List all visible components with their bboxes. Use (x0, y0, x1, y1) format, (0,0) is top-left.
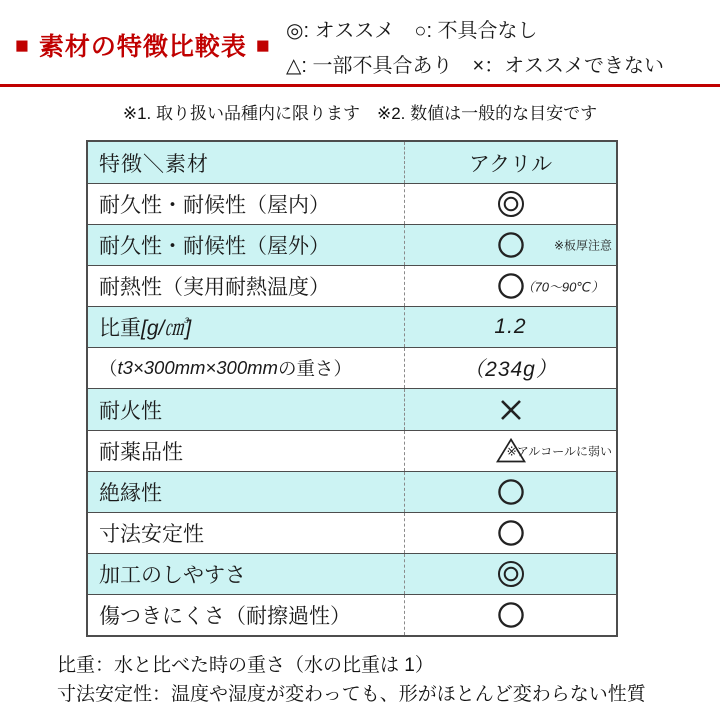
feature-text: 絶縁性 (99, 481, 162, 505)
table-row (88, 471, 616, 512)
legend-line-1: ◎: オススメ ○: 不具合なし (286, 20, 538, 42)
red-square-icon: ■ (255, 31, 271, 58)
feature-cell (88, 389, 405, 429)
definition-footer (57, 651, 646, 709)
rating-note: ※アルコールに弱い (506, 444, 612, 459)
rating-value: 1.2 (494, 315, 527, 339)
rating-circle-icon (497, 601, 525, 629)
feature-text: 耐火性 (99, 399, 162, 423)
page-title-text: 素材の特徴比較表 (38, 33, 247, 61)
rating-cell (405, 554, 616, 594)
rating-cell (405, 307, 616, 347)
feature-cell (88, 431, 405, 471)
rating-cell (405, 389, 616, 429)
table-header-row (88, 142, 616, 183)
rating-double-circle-icon (497, 560, 525, 588)
feature-text: 耐薬品性 (99, 440, 183, 464)
table-row (88, 388, 616, 429)
table-row (88, 594, 616, 635)
column-header-feature: 特徴＼素材 (88, 142, 405, 183)
red-square-icon: ■ (15, 31, 30, 58)
rating-cell (405, 513, 616, 553)
rating-note: （70～90℃） (521, 279, 604, 295)
feature-cell (88, 348, 405, 388)
table-row (88, 430, 616, 471)
comparison-table (86, 140, 618, 637)
table-row (88, 347, 616, 388)
table-row (88, 224, 616, 265)
table-row (88, 512, 616, 553)
rating-note: ※板厚注意 (553, 238, 612, 253)
feature-cell (88, 595, 405, 635)
footer-line-dimensional-stability: 寸法安定性：温度や湿度が変わっても、形がほとんど変わらない性質 (57, 684, 646, 705)
feature-cell (88, 225, 405, 265)
feature-cell (88, 472, 405, 512)
feature-cell (88, 513, 405, 553)
rating-cell (405, 225, 616, 265)
feature-text: 耐熱性（実用耐熱温度） (99, 276, 330, 300)
symbol-legend (286, 14, 664, 84)
rating-cell (405, 472, 616, 512)
feature-text: 耐久性・耐候性（屋外） (99, 235, 330, 259)
rating-cell (405, 348, 616, 388)
table-row (88, 553, 616, 594)
red-divider-rule (0, 84, 720, 87)
feature-text: 傷つきにくさ（耐擦過性） (99, 604, 351, 628)
page-title (15, 27, 271, 63)
feature-text: 耐久性・耐候性（屋内） (99, 194, 330, 218)
top-footnotes: ※1. 取り扱い品種内に限ります ※2. 数値は一般的な目安です (122, 104, 598, 123)
rating-cell (405, 266, 616, 306)
table-row (88, 306, 616, 347)
feature-text: 加工のしやすさ (99, 563, 246, 587)
feature-cell (88, 307, 405, 347)
rating-cell (405, 431, 616, 471)
rating-circle-icon (497, 478, 525, 506)
feature-cell (88, 184, 405, 224)
legend-line-2: △: 一部不具合あり ×：オススメできない (286, 55, 664, 77)
rating-value: （234g） (463, 358, 558, 382)
feature-text: の重さ） (277, 358, 352, 380)
feature-cell (88, 266, 405, 306)
table-row (88, 265, 616, 306)
feature-text: 比重 (99, 317, 141, 341)
rating-cell (405, 184, 616, 224)
feature-text: t3×300mm×300mm (117, 357, 278, 379)
rating-circle-icon (497, 231, 525, 259)
table-row (88, 183, 616, 224)
rating-double-circle-icon (497, 190, 525, 218)
rating-circle-icon (497, 272, 525, 300)
footer-line-specific-gravity: 比重：水と比べた時の重さ（水の比重は 1） (57, 655, 434, 676)
feature-text: [g/㎤] (141, 317, 192, 341)
feature-text: 寸法安定性 (99, 522, 204, 546)
feature-cell (88, 554, 405, 594)
rating-circle-icon (497, 519, 525, 547)
rating-cross-icon (499, 398, 523, 422)
rating-cell (405, 595, 616, 635)
column-header-material: アクリル (468, 152, 553, 176)
feature-text: （ (99, 358, 118, 380)
